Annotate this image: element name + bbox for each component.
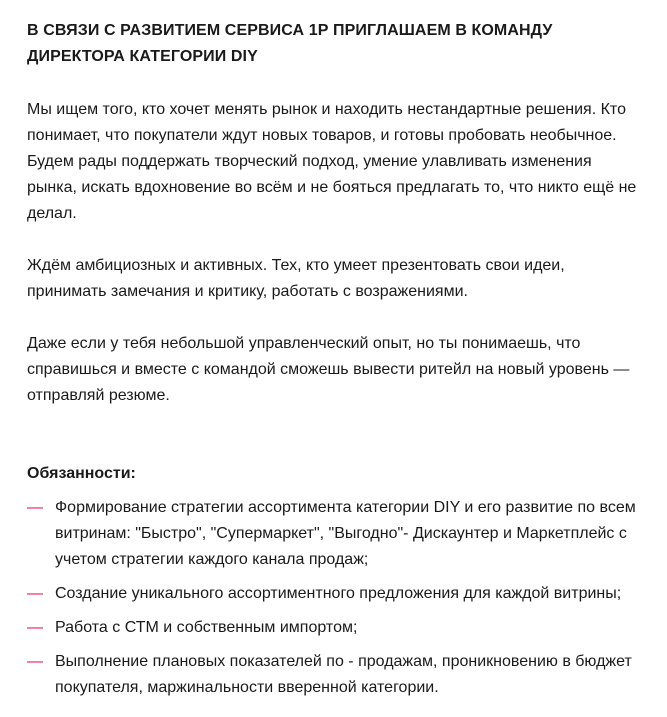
vacancy-title xyxy=(27,18,647,70)
apply-paragraph xyxy=(27,331,647,409)
duty-line: витринам: "Быстро", "Супермаркет", "Выгодно"- Дискаунтер и Маркетплейс с xyxy=(55,525,627,542)
duty-item xyxy=(27,581,647,607)
vacancy-title-line: В СВЯЗИ С РАЗВИТИЕМ СЕРВИСА 1Р ПРИГЛАШАЕМ В КОМАНДУ xyxy=(27,22,553,39)
paragraph-line: Будем рады поддержать творческий подход, умение улавливать изменения xyxy=(27,153,592,170)
paragraph-line: рынка, искать вдохновение во всём и не бояться предлагать то, что никто ещё не xyxy=(27,179,637,196)
duty-item xyxy=(27,649,647,701)
duty-line: учетом стратегии каждого канала продаж; xyxy=(55,551,369,568)
dash-bullet-icon: — xyxy=(27,585,43,602)
duty-line: Создание уникального ассортиментного предложения для каждой витрины; xyxy=(55,585,622,602)
duty-line: Выполнение плановых показателей по - продажам, проникновению в бюджет xyxy=(55,653,632,670)
duty-item xyxy=(27,615,647,641)
paragraph-line: делал. xyxy=(27,205,77,222)
vacancy-title-line: ДИРЕКТОРА КАТЕГОРИИ DIY xyxy=(27,48,258,65)
duties-list xyxy=(27,495,647,701)
intro-paragraph xyxy=(27,97,647,227)
dash-bullet-icon: — xyxy=(27,499,43,516)
duties-heading: Обязанности: xyxy=(27,465,136,482)
paragraph-line: Ждём амбициозных и активных. Тех, кто умеет презентовать свои идеи, xyxy=(27,257,565,274)
duty-line: Формирование стратегии ассортимента категории DIY и его развитие по всем xyxy=(55,499,636,516)
paragraph-line: Мы ищем того, кто хочет менять рынок и находить нестандартные решения. Кто xyxy=(27,101,626,118)
paragraph-line: справишься и вместе с командой сможешь вывести ритейл на новый уровень — xyxy=(27,361,630,378)
paragraph-line: Даже если у тебя небольшой управленческий опыт, но ты понимаешь, что xyxy=(27,335,581,352)
duty-item xyxy=(27,495,647,573)
dash-bullet-icon: — xyxy=(27,653,43,670)
duty-line: покупателя, маржинальности вверенной категории. xyxy=(55,679,439,696)
paragraph-line: понимает, что покупатели ждут новых товаров, и готовы пробовать необычное. xyxy=(27,127,617,144)
duty-line: Работа с СТМ и собственным импортом; xyxy=(55,619,358,636)
paragraph-line: отправляй резюме. xyxy=(27,387,170,404)
dash-bullet-icon: — xyxy=(27,619,43,636)
paragraph-line: принимать замечания и критику, работать с возражениями. xyxy=(27,283,468,300)
candidate-paragraph xyxy=(27,253,647,305)
